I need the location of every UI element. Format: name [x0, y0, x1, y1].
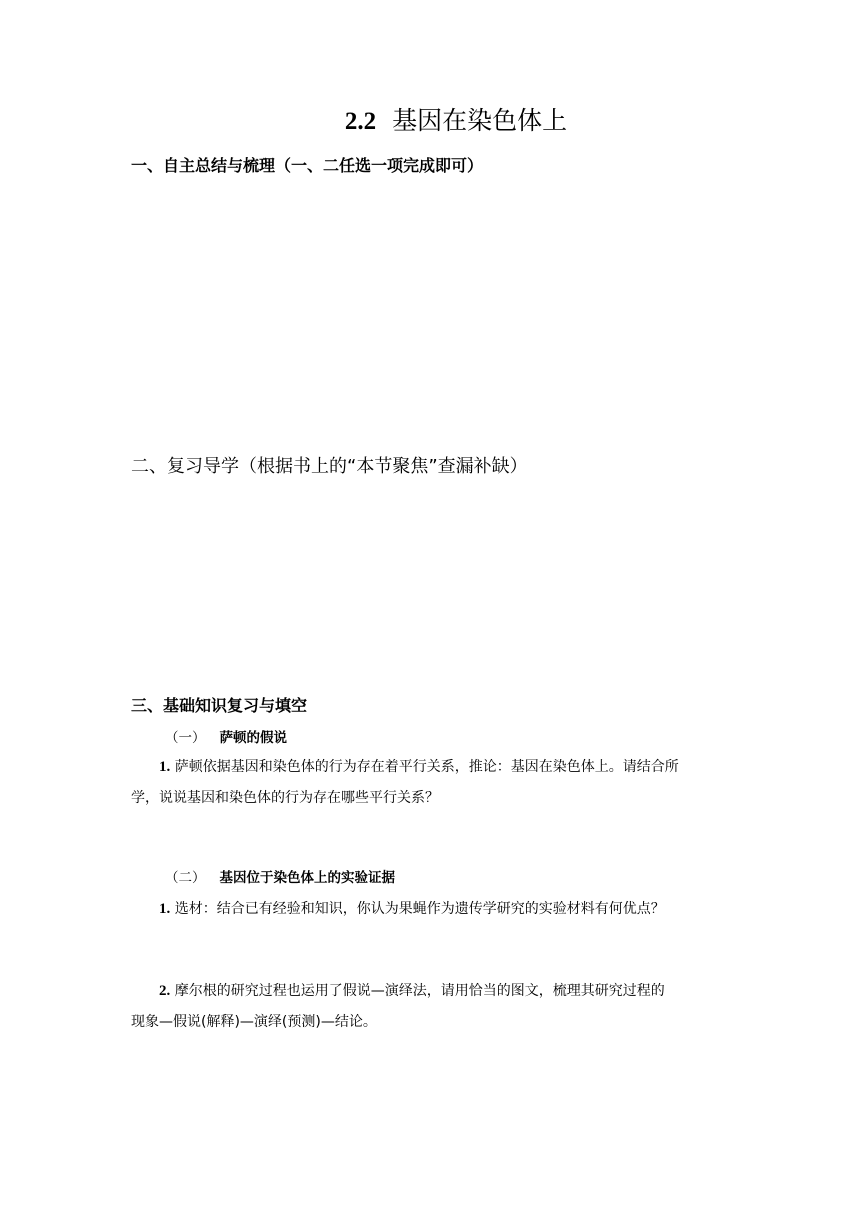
part2-label: （二） — [165, 870, 206, 886]
part1-q1-number: 1. — [159, 759, 171, 775]
part2-q2-line1 — [159, 981, 665, 1001]
part2-heading — [165, 868, 395, 888]
section1-heading: 一、自主总结与梳理（一、二任选一项完成即可） — [131, 156, 484, 175]
part2-q2-number: 2. — [159, 983, 171, 999]
section3-heading: 三、基础知识复习与填空 — [131, 696, 308, 715]
part1-label: （一） — [165, 730, 206, 746]
part1-q1-line2: 学，说说基因和染色体的行为存在哪些平行关系？ — [131, 790, 439, 806]
title-text: 基因在染色体上 — [392, 106, 568, 135]
part1-q1-line1 — [159, 757, 679, 777]
title-number: 2.2 — [344, 108, 377, 135]
part2-q1-text: 选材：结合已有经验和知识，你认为果蝇作为遗传学研究的实验材料有何优点？ — [174, 901, 665, 917]
part1-heading — [165, 728, 287, 748]
part2-q1-number: 1. — [159, 901, 171, 917]
part2-q2-text-1: 摩尔根的研究过程也运用了假说—演绎法，请用恰当的图文，梳理其研究过程的 — [174, 983, 665, 999]
part1-title: 萨顿的假说 — [219, 730, 287, 746]
part1-q1-text-1: 萨顿依据基因和染色体的行为存在着平行关系，推论：基因在染色体上。请结合所 — [174, 759, 679, 775]
part2-title: 基因位于染色体上的实验证据 — [219, 870, 395, 886]
part2-q2-line2: 现象—假说(解释)—演绎(预测)—结论。 — [131, 1014, 377, 1030]
section2-heading: 二、复习导学（根据书上的“本节聚焦”查漏补缺） — [131, 456, 528, 477]
page-title — [0, 104, 860, 139]
part2-q1 — [159, 899, 665, 919]
